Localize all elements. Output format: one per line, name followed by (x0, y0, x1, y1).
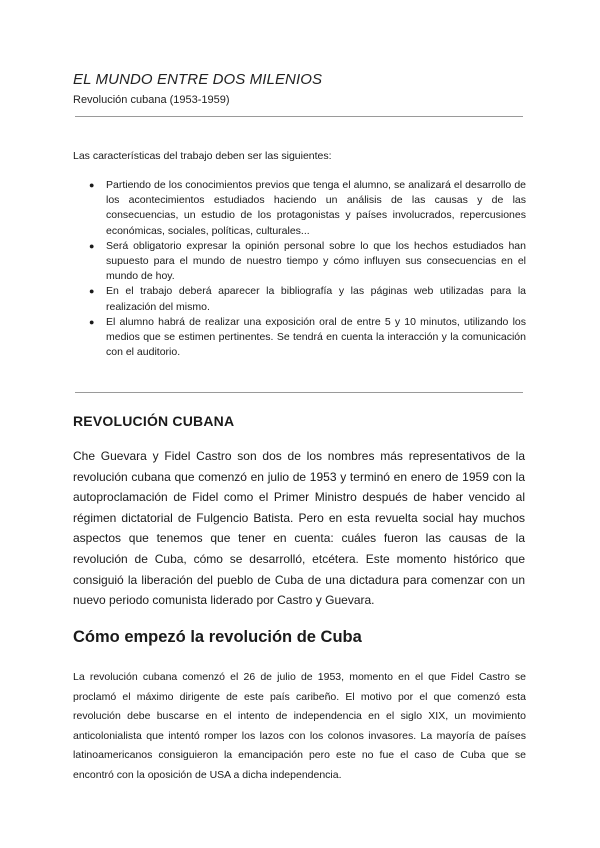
document-title: EL MUNDO ENTRE DOS MILENIOS (73, 71, 323, 88)
horizontal-divider (75, 116, 523, 117)
bullet-icon: ● (89, 240, 95, 251)
requirements-intro: Las características del trabajo deben ser las siguientes: (73, 150, 332, 162)
list-item-text: En el trabajo deberá aparecer la bibliografía y las páginas web utilizadas para la realización del mismo. (106, 285, 526, 313)
list-item (73, 284, 526, 314)
list-item-text: Partiendo de los conocimientos previos que tenga el alumno, se analizará el desarrollo de los acontecimientos estudiados haciendo un análisis de las causas y de las consecuencias, un estudio de los protagonistas y países involucrados, repercusiones económicas, sociales, políticas, culturales... (106, 179, 526, 237)
requirements-list (73, 178, 526, 360)
document-subtitle: Revolución cubana (1953-1959) (73, 94, 230, 106)
bullet-icon: ● (89, 316, 95, 327)
horizontal-divider (75, 392, 523, 393)
list-item (73, 315, 526, 361)
list-item (73, 178, 526, 239)
bullet-icon: ● (89, 286, 95, 297)
section-paragraph-revolucion: Che Guevara y Fidel Castro son dos de los nombres más representativos de la revolución cubana que comenzó en julio de 1953 y terminó en enero de 1959 con la autoproclamación de Fidel como el Primer Ministro después de haber vencido al régimen dictatorial de Fulgencio Batista. Pero en esta revuelta social hay muchos aspectos que tenemos que tener en cuenta: cuáles fueron las causas de la revolución de Cuba, cómo se desarrolló, etcétera. Este momento histórico que consiguió la liberación del pueblo de Cuba de una dictadura para comenzar con un nuevo periodo comunista liderado por Castro y Guevara. (73, 449, 525, 608)
list-item-text: Será obligatorio expresar la opinión personal sobre lo que los hechos estudiados han supuesto para el mundo de nuestro tiempo y cómo influyen sus consecuencias en el mundo de hoy. (106, 239, 526, 283)
list-item-text: El alumno habrá de realizar una exposición oral de entre 5 y 10 minutos, utilizando los medios que se estimen pertinentes. Se tendrá en cuenta la interacción y la comunicación con el auditorio. (106, 315, 526, 359)
section-heading-revolucion: REVOLUCIÓN CUBANA (73, 413, 235, 429)
section-heading-como-empezo: Cómo empezó la revolución de Cuba (73, 628, 362, 646)
bullet-icon: ● (89, 180, 95, 190)
section-paragraph-como-empezo: La revolución cubana comenzó el 26 de julio de 1953, momento en el que Fidel Castro se proclamó el máximo dirigente de este país caribeño. El motivo por el que comenzó esta revolución debe buscarse en el intento de independencia en el siglo XIX, un movimiento anticolonialista que intentó romper los lazos con los colonos invasores. La mayoría de países latinoamericanos consiguieron la emancipación pero este no fue el caso de Cuba que se encontró con la oposición de USA a dicha independencia. (73, 671, 526, 781)
list-item (73, 239, 526, 285)
